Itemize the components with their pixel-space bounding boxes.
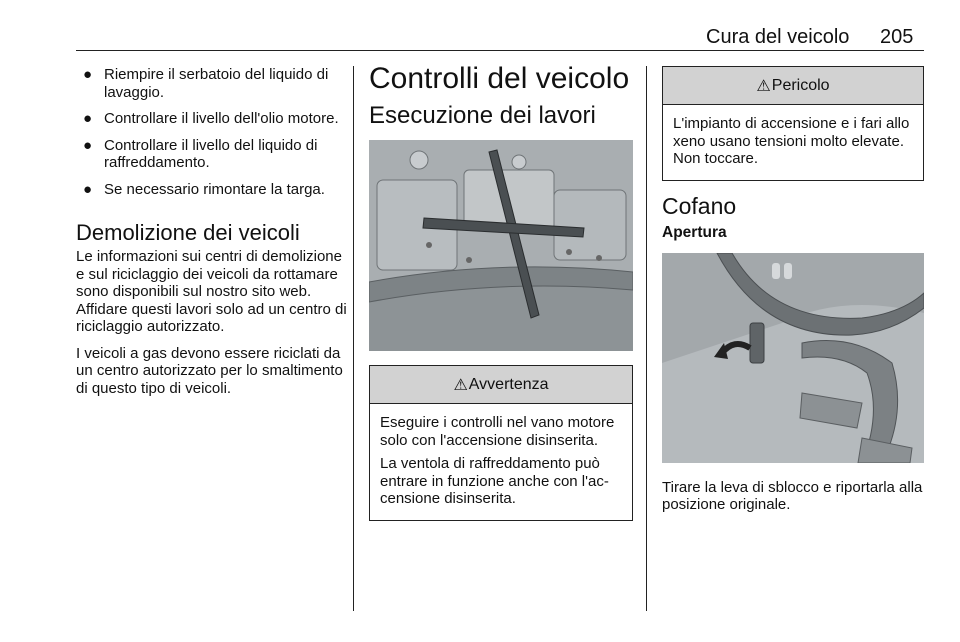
list-item: ● Controllare il livello del liquido di raffreddamento. xyxy=(83,136,318,171)
danger-box xyxy=(662,66,924,181)
warning-icon: ⚠ xyxy=(453,376,468,394)
demolition-heading: Demolizione dei veicoli xyxy=(76,220,300,245)
warning-title: Avvertenza xyxy=(468,375,549,393)
column-right xyxy=(662,66,924,523)
header-rule xyxy=(76,50,924,51)
list-item: ● Se necessario rimontare la targa. xyxy=(83,180,325,198)
bullet-icon: ● xyxy=(83,180,93,198)
hood-heading: Cofano xyxy=(662,192,737,219)
danger-box-header xyxy=(663,67,923,105)
hood-release-drawing xyxy=(662,253,924,463)
demolition-paragraph: Le informazioni sui centri di demolizione e sul riciclaggio dei veicoli da rottamare sono disponibili sul nostro sito web. Affidare questi lavori solo ad un centro di riciclaggio autorizzato. xyxy=(76,248,347,335)
engine-bay-drawing xyxy=(369,140,633,351)
column-middle xyxy=(369,62,633,521)
warning-box-header xyxy=(370,366,632,404)
bullet-icon: ● xyxy=(83,136,93,154)
danger-box-body xyxy=(663,105,923,180)
column-divider xyxy=(646,66,647,611)
bullet-list xyxy=(76,66,352,198)
page-number: 205 xyxy=(880,26,914,48)
list-item: ● Riempire il serbatoio del liquido di lavaggio. xyxy=(83,66,329,101)
section-title: Cura del veicolo xyxy=(706,26,850,48)
warning-text: La ventola di raffreddamento può entrare in funzione anche con l'accensione disinserita. xyxy=(380,455,609,507)
danger-title: Pericolo xyxy=(771,76,830,94)
engine-bay-illustration xyxy=(369,140,633,351)
warning-box-body xyxy=(370,404,632,520)
warning-icon: ⚠ xyxy=(756,77,771,95)
list-item: ● Controllare il livello dell'olio motore. xyxy=(83,110,339,127)
warning-box xyxy=(369,365,633,521)
demolition-paragraph: I veicoli a gas devono essere riciclati da un centro autorizzato per lo smaltimento di questo tipo di veicoli. xyxy=(76,344,343,397)
bullet-icon: ● xyxy=(83,66,93,83)
hood-release-illustration xyxy=(662,253,924,463)
opening-heading: Apertura xyxy=(662,223,727,241)
main-heading: Controlli del veicolo xyxy=(369,62,630,95)
column-divider xyxy=(353,66,354,611)
column-left xyxy=(76,66,352,406)
sub-heading: Esecuzione dei lavori xyxy=(369,102,596,129)
danger-text: L'impianto di accensione e i fari allo xeno usano tensioni molto elevate. Non toccare. xyxy=(673,115,910,167)
warning-text: Eseguire i controlli nel vano motore solo con l'accensione disinserita. xyxy=(380,414,615,449)
opening-instructions: Tirare la leva di sblocco e riportarla alla posizione originale. xyxy=(662,478,923,513)
bullet-icon: ● xyxy=(83,110,93,127)
